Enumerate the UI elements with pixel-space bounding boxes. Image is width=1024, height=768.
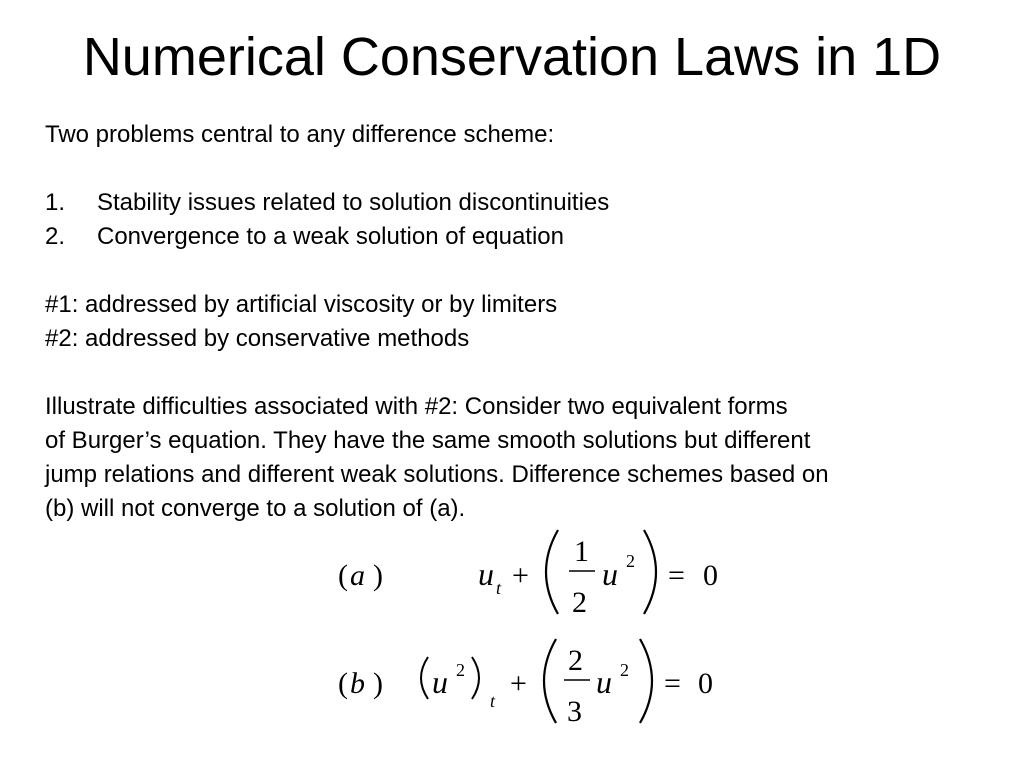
equation-b-inner-left-paren — [421, 657, 428, 699]
equation-b-exponent-1: 2 — [456, 660, 465, 680]
equation-b-label-close: ) — [373, 667, 383, 700]
equation-b-denominator: 3 — [567, 695, 582, 728]
equation-a-label-open: ( — [338, 559, 348, 592]
problem-number: 1. — [45, 189, 66, 216]
equation-a-subscript-t: t — [496, 578, 502, 598]
equation-a-u-squared-base: u — [602, 556, 618, 592]
equation-a-u: u — [478, 556, 494, 592]
equation-b-inner-right-paren — [472, 657, 479, 699]
equation-a-right-paren — [644, 530, 656, 614]
problem-text: Stability issues related to solution discontinuities — [97, 189, 610, 216]
equation-b-label-open: ( — [338, 667, 348, 700]
equation-b-numerator: 2 — [568, 644, 583, 677]
equation-a-rhs: 0 — [703, 559, 718, 592]
equation-a-equals: = — [668, 559, 685, 592]
equation-b-equals: = — [664, 667, 681, 700]
equation-b-left-paren — [544, 639, 556, 723]
equation-a-denominator: 2 — [572, 586, 587, 619]
paragraph-line: (b) will not converge to a solution of (a). — [45, 495, 466, 522]
equation-b-right-paren — [640, 639, 652, 723]
equation-a-plus: + — [512, 559, 529, 592]
paragraph-line: of Burger’s equation. They have the same smooth solutions but different — [45, 427, 811, 454]
equation-b-subscript-t: t — [490, 691, 496, 711]
equation-b-u: u — [432, 664, 448, 700]
paragraph-line: Illustrate difficulties associated with #2: Consider two equivalent forms — [45, 393, 788, 420]
note-1: #1: addressed by artificial viscosity or by limiters — [45, 291, 558, 318]
equation-a-label-var: a — [350, 559, 365, 592]
note-2: #2: addressed by conservative methods — [45, 325, 470, 352]
problem-text: Convergence to a weak solution of equation — [97, 223, 564, 250]
equation-a-numerator: 1 — [574, 535, 589, 568]
equation-a — [338, 530, 718, 619]
equation-a-left-paren — [546, 530, 558, 614]
equation-a-exponent: 2 — [626, 551, 635, 571]
equation-b-u-squared-base: u — [596, 664, 612, 700]
equation-b-plus: + — [510, 667, 527, 700]
slide-title: Numerical Conservation Laws in 1D — [82, 27, 942, 87]
equation-a-label-close: ) — [373, 559, 383, 592]
equation-b — [338, 639, 713, 728]
intro-text: Two problems central to any difference scheme: — [45, 121, 555, 148]
paragraph-line: jump relations and different weak solutions. Difference schemes based on — [45, 461, 829, 488]
equation-b-exponent-2: 2 — [620, 660, 629, 680]
equation-b-rhs: 0 — [698, 667, 713, 700]
problem-number: 2. — [45, 223, 66, 250]
equation-b-label-var: b — [350, 667, 365, 700]
